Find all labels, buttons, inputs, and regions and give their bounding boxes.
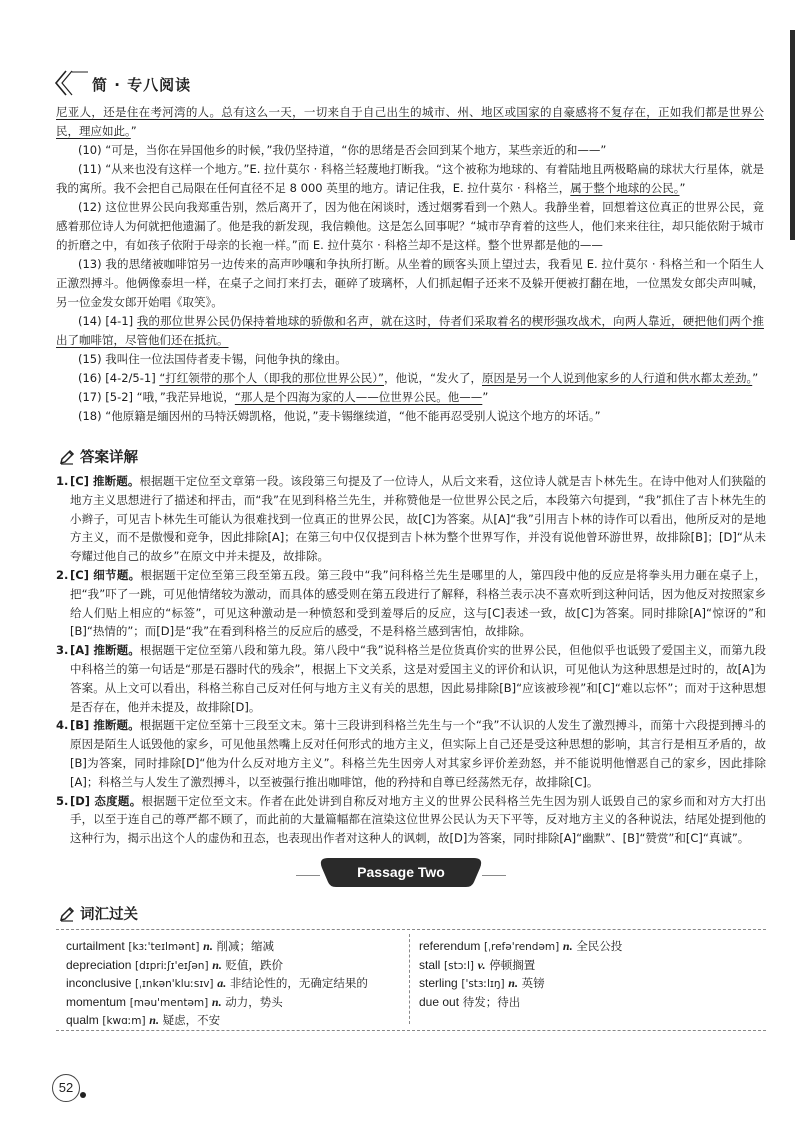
answer-tag: [D] 态度题。 [70, 793, 142, 808]
answer-number: 1. [56, 474, 69, 488]
vocab-meaning: 待发；待出 [462, 994, 521, 1009]
underlined-text: 尼亚人，还是住在考河湾的人。总有这么一天，一切来自于自己出生的城市、州、地区或国家的自豪感将不复存在，正如我们都是世界公民，理应如此。 [56, 105, 764, 138]
vocab-pos: n. [149, 1013, 159, 1028]
answer-tag: [C] 细节题。 [70, 567, 141, 582]
vocab-divider [409, 934, 410, 1024]
vocab-word: momentum [66, 994, 127, 1009]
answer-tag: [A] 推断题。 [70, 643, 140, 658]
paragraph [56, 160, 764, 198]
answer-number: 3. [56, 643, 69, 658]
vocab-pron: [dɪpriːʃɪ'eɪʃən] [135, 959, 209, 972]
underlined-text: 属于整个地球的公民。 [570, 181, 680, 195]
banner-rule-left [296, 875, 320, 876]
vocab-word: qualm [66, 1013, 99, 1028]
reading-passage [56, 103, 764, 426]
answer-text: 根据题干定位至文末。作者在此处讲到自称反对地方主义的世界公民科格兰先生因为别人诋毁自己的家乡而和对方大打出手，以至于连自己的尊严都不顾了，而此前的大量篇幅都在渲染这位世界公民认为天下平等，反对地方主义的各种说法，结尾处提到他的这种行为，揭示出这个人的虚伪和丑态，也表现出作者对这种人的讽刺，故[D]为答案，同时排除[A]“幽默”、[B]“赞赏”和[C]“真诚”。 [70, 793, 767, 846]
vocab-pos: n. [508, 976, 518, 991]
passage-two-banner [318, 858, 484, 887]
text: (14) [4-1] [78, 314, 137, 328]
vocab-item [419, 975, 759, 994]
paragraph [56, 103, 764, 141]
vocab-column-right [419, 938, 759, 1011]
text: ” [130, 124, 137, 138]
vocab-meaning: 停顿搁置 [489, 957, 536, 972]
vocab-item [66, 994, 401, 1013]
vocab-meaning: 削减；缩减 [216, 939, 274, 953]
answer-body [70, 716, 766, 791]
text: (16) [4-2/5-1] [78, 371, 160, 385]
page-number-dot [80, 1092, 86, 1098]
vocab-pron: [stɔːl] [444, 959, 475, 972]
vocab-pos: n. [211, 994, 222, 1009]
vocab-pron: [kɜː'teɪlmənt] [128, 941, 200, 953]
banner-rule-right [482, 875, 506, 876]
answer-number: 5. [56, 793, 69, 808]
pencil-icon [58, 905, 76, 923]
vocab-pos: n. [562, 939, 573, 953]
paragraph: (18) “他原籍是缅因州的马特沃姆凯格，他说，”麦卡锡继续道，“他不能再忍受别人说这个地方的坏话。” [78, 409, 601, 423]
vocab-word: depreciation [66, 957, 132, 972]
answer-text: 根据题干定位至第三段至第五段。第三段中“我”问科格兰先生是哪里的人，第四段中他的反应是将拳头用力砸在桌子上，把“我”吓了一跳，可见他情绪较为激动，而具体的感受则在第五段进行了解释，科格兰表示决不喜欢听到这种问话，因为他反对按照家乡给人们贴上相应的“标签”，可见这种激动是一种愤怒和受到羞辱后的反应，这与[C]表述一致，故[C]为答案。同时排除[A]“惊讶的”和[B]“热情的”；而[D]是“我”在看到科格兰的反应后的感受，不是科格兰感到害怕，故排除。 [70, 567, 766, 639]
vocab-pron: [məu'mentəm] [129, 996, 209, 1009]
text: ” [679, 181, 686, 195]
vocab-pos: n. [212, 957, 222, 972]
vocab-word: sterling [419, 976, 458, 991]
underlined-text: 我的那位世界公民仍保持着地球的骄傲和名声，就在这时，侍者们采取着名的楔形强攻战术，向两人靠近，硬把他们两个推出了咖啡馆，尽管他们还在抵抗。 [56, 314, 764, 347]
vocab-heading [58, 903, 138, 925]
vocab-pos: a. [217, 976, 227, 991]
paragraph [56, 388, 764, 407]
answer-body [70, 792, 766, 848]
answer-body [70, 472, 766, 566]
underlined-text: “打红领带的那个人（即我的那位世界公民）” [159, 371, 385, 385]
paragraph [56, 369, 764, 388]
text: ” [482, 390, 489, 404]
answer-item [56, 792, 766, 848]
answer-text: 根据题干定位至第八段和第九段。第八段中“我”说科格兰是位货真价实的世界公民，但他似乎也诋毁了爱国主义，而第九段中科格兰的第一句话是“那是石器时代的残余”，根据上下文关系，这是对爱国主义的评价和认识，可见他认为这种思想是过时的，故[A]为答案。从上文可以看出，科格兰称自己反对任何与地方主义有关的思想，因此易排除[B]“应该被珍视”和[C]“难以忘怀”；而对于这种思想是否存在，他并未提及，故排除[D]。 [70, 643, 766, 714]
vocab-meaning: 动力，势头 [225, 994, 283, 1009]
underlined-text: 原因是另一个人说到他家乡的人行道和供水都太差劲。 [481, 371, 753, 385]
vocab-column-left [66, 938, 401, 1031]
answer-text: 根据题干定位至文章第一段。该段第三句提及了一位诗人，从后文来看，这位诗人就是吉卜林先生。在诗中他对人们狭隘的地方主义思想进行了描述和抨击，而“我”在见到科格兰先生，并称赞他是一位世界公民之后，本段第六句提到，“我”抓住了吉卜林先生的小辫子，可见吉卜林先生可能认为很难找到一位真正的世界公民，故[C]为答案。从[A]“我”引用吉卜林的诗作可以看出，他所反对的是地方主义，而不是傲慢和竞争，因此排除[A]；在第三句中仅仅提到吉卜林为整个世界写作，并没有说他曾环游世界，故排除[B]；[D]“从未夸耀过他自己的故乡”在原文中并未提及，故排除。 [70, 474, 766, 564]
answer-body [70, 566, 766, 641]
answer-heading-label: 答案详解 [80, 450, 138, 466]
answer-item [56, 716, 766, 791]
vocab-meaning: 贬值，跌价 [225, 957, 284, 972]
vocab-word: due out [419, 994, 460, 1009]
answer-item [56, 472, 766, 566]
vocab-pron: ['stɜːlɪŋ] [461, 978, 505, 991]
vocab-item [66, 938, 401, 957]
vocab-meaning: 英镑 [521, 976, 545, 991]
paragraph: (12) 这位世界公民向我郑重告别，然后离开了，因为他在闲谈时，透过烟雾看到一个熟人。我静坐着，回想着这位真正的世界公民，竟感着那位诗人为何就把他遗漏了。他是我的新发现，我信赖他。这是怎么回事呢？“城市孕育着的这些人，他们来来往往，却只能依附于城市的折磨之中，有如孩子依附于母亲的长袍一样。”而 E. 拉什莫尔 · 科格兰却不是这样。整个世界都是他的—— [56, 200, 764, 252]
vocab-pron: [ˌrefə'rendəm] [484, 941, 560, 953]
answer-item [56, 566, 766, 641]
page-header-title: 简 · 专八阅读 [92, 76, 192, 94]
vocab-word: inconclusive [66, 976, 132, 991]
vocab-item [419, 957, 759, 976]
vocab-pron: [kwɑːm] [102, 1015, 146, 1028]
answer-list [56, 472, 766, 848]
underlined-text: “那人是个四海为家的人——位世界公民。他—— [234, 390, 483, 404]
page-number: 52 [52, 1074, 80, 1102]
answer-tag: [B] 推断题。 [70, 718, 140, 733]
vocab-meaning: 全民公投 [576, 939, 623, 953]
text: (17) [5-2] “哦，”我茫异地说， [78, 390, 235, 404]
vocab-word: stall [419, 957, 441, 972]
paragraph: (10) “可是，当你在异国他乡的时候，”我仍坚持道，“你的思绪是否会回到某个地方，某些亲近的和——” [78, 143, 607, 157]
vocab-pos: v. [477, 957, 486, 972]
text: ，他说，“发火了， [384, 371, 482, 385]
page-header [52, 66, 292, 102]
answer-number: 2. [56, 567, 69, 582]
passage-two-label: Passage Two [357, 864, 445, 880]
vocab-item [419, 938, 759, 957]
vocab-item [66, 1012, 401, 1031]
answer-text: 根据题干定位至第十三段至文末。第十三段讲到科格兰先生与一个“我”不认识的人发生了激烈搏斗，而第十六段提到搏斗的原因是陌生人诋毁他的家乡，可见他虽然嘴上反对任何形式的地方主义，但实际上自己还是受这种思想的影响，其言行是相互矛盾的，故[B]为答案，同时排除[D]“他为什么反对地方主义”。科格兰先生因旁人对其家乡评价差劲怒，并不能说明他憎恶自己的家乡，因此排除[A]；科格兰与人发生了激烈搏斗，以至被强行推出咖啡馆，他的矜持和自尊已经荡然无存，故排除[C]。 [70, 718, 766, 789]
vocab-word: curtailment [66, 939, 125, 953]
vocab-pos: n. [203, 939, 213, 953]
pencil-icon [58, 448, 76, 466]
text: ” [752, 371, 759, 385]
answer-number: 4. [56, 718, 69, 733]
vocab-box [56, 929, 766, 1031]
answer-heading [58, 446, 138, 468]
answer-tag: [C] 推断题。 [70, 474, 140, 488]
paragraph: (13) 我的思绪被咖啡馆另一边传来的高声吵嚷和争执所打断。从坐着的顾客头顶上望过去，我看见 E. 拉什莫尔 · 科格兰和一个陌生人正激烈搏斗。他俩像泰坦一样，在桌子之间打来打去，砸碎了玻璃杯，人们抓起帽子还来不及躲开便被打翻在地，一位黑发女郎尖声叫喊，另一位金发女郎开始唱《取笑》。 [56, 257, 764, 309]
book-bracket-icon [52, 68, 90, 98]
vocab-item [66, 957, 401, 976]
vocab-meaning: 疑虑，不安 [162, 1013, 221, 1028]
paragraph: (15) 我叫住一位法国侍者麦卡锡，问他争执的缘由。 [78, 352, 347, 366]
vocab-item [419, 994, 759, 1012]
paragraph [56, 312, 764, 350]
text: (11) “从来也没有这样一个地方。”E. 拉什莫尔 · 科格兰轻蔑地打断我。“这个被称为地球的、有着陆地且两极略扁的球状大行星体，就是我的寓所。我不会把自己局限在任何直径不足 8 000 英里的地方。请记住我，E. 拉什莫尔 · 科格兰， [56, 162, 764, 195]
vocab-heading-label: 词汇过关 [80, 907, 138, 923]
answer-body [70, 641, 766, 716]
vocab-word: referendum [419, 939, 481, 953]
page-edge-bar [790, 30, 795, 240]
answer-item [56, 641, 766, 716]
vocab-pron: [ˌɪnkən'kluːsɪv] [135, 978, 214, 991]
vocab-item [66, 975, 401, 994]
vocab-meaning: 非结论性的，无确定结果的 [229, 976, 368, 991]
